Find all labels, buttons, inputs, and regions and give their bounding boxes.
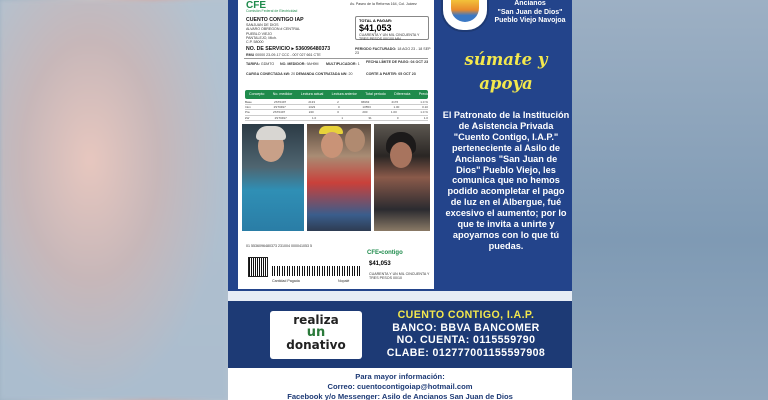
receipt-company-address: Av. Paseo de la Reforma 164, Col. Juárez [350, 2, 417, 6]
clabe-number: CLABE: 012777001155597908 [386, 346, 546, 359]
demanda-row: DEMANDA CONTRATADA kW: 20 [296, 72, 353, 76]
nopale-label: Nopalé [338, 279, 350, 283]
cfe-contigo-logo: CFE•contigo [367, 250, 403, 256]
medidor-row: NO. MEDIDOR: 9AH9M [280, 62, 319, 66]
background-blur-right [572, 0, 768, 400]
bottom-words: CUARENTA Y UN MIL CINCUENTA Y TRES PESOS 00/10 [369, 272, 430, 281]
bank-details [377, 309, 555, 359]
table-row: Base 2ST0497 2133 2 96963 2176 1.0 % [245, 100, 428, 104]
elderly-woman-photo-2 [374, 124, 430, 231]
contact-footer [228, 368, 572, 400]
total-label: TOTAL A PAGAR: [359, 18, 393, 23]
corte-row: CORTE A PARTIR: 05 OCT 23 [366, 72, 416, 76]
sunrise-icon [451, 0, 479, 22]
cfe-receipt-image [238, 0, 434, 289]
total-amount: $41,053 [359, 23, 392, 33]
tarifa-row: TARIFA: GDMTO [246, 62, 275, 66]
contact-email: Correo: cuentocontigoiap@hotmail.com [327, 382, 473, 391]
limite-row: FECHA LÍMITE DE PAGO: 04 OCT 23 [366, 60, 429, 64]
paid-label: Cantidad Pagada [272, 279, 300, 283]
bottom-amount: $41,053 [369, 261, 391, 267]
receipt-customer-name: CUENTO CONTIGO IAP [246, 17, 304, 23]
separator-band [228, 291, 572, 301]
receipt-divider [244, 58, 428, 59]
appeal-message: El Patronato de la Institución de Asistencia Privada "Cuento Contigo, I.A.P." perteneciente al Asilo de Ancianos "San Juan de Dios" Pueblo Viejo, les comunica que no hemos podido acompletar el pago de luz en el Albergue, fué excesivo el aumento; por lo que te invita a unirte y apoyarnos con lo que tú puedas. [442, 110, 570, 251]
bank-name: BANCO: BBVA BANCOMER [392, 321, 540, 334]
consumption-table [245, 100, 428, 122]
tagline: súmate y apoya [464, 50, 548, 93]
multiplicador-row: MULTIPLICADOR: 1 [326, 62, 360, 66]
donate-badge: realiza un donativo [270, 311, 362, 359]
cfe-logo: CFE [246, 0, 266, 11]
barcode-text: 01 5536096480373 231004 000041053 5 [246, 244, 312, 248]
consumption-table-header: Concepto No. medidor Lectura actual Lectura anterior Total periodo Diferencia Precio [245, 90, 428, 99]
table-row: kW 2ST0497 1.0 1 31 0 1.0 [245, 115, 428, 120]
table-row: Pta 2ST0497 240 0 200 1.00 1.0 % [245, 110, 428, 115]
flyer [228, 0, 572, 400]
service-number-row: NO. DE SERVICIO ▸ 536096480373 [246, 46, 331, 52]
period-row: PERIODO FACTURADO: 18 AGO 23 - 18 SEP 23 [355, 47, 431, 56]
org-header: Ancianos "San Juan de Dios" Pueblo Viejo Navojoa [494, 0, 566, 25]
qr-code [248, 257, 268, 277]
info-heading: Para mayor información: [355, 372, 445, 381]
elderly-man-photo [307, 124, 371, 231]
elderly-woman-photo-1 [242, 124, 304, 231]
barcode [272, 266, 362, 276]
rmu-row: RMU 00000 23-09-17 CCC - 007 027 661 CTE [246, 53, 321, 57]
background-blur-left [0, 0, 228, 400]
cfe-logo-subtitle: Comisión Federal de Electricidad [246, 9, 298, 13]
account-number: NO. CUENTA: 0115559790 [396, 334, 536, 346]
total-words: CUARENTA Y UN MIL CINCUENTA Y TRES PESOS 00/100 MN [359, 33, 420, 42]
table-row: Intm 2ST0497 1023 0 13553 1.00 0.10 [245, 105, 428, 110]
bank-org-name: CUENTO CONTIGO, I.A.P. [397, 309, 535, 321]
contact-facebook: Facebook y/o Messenger: Asilo de Ancianos San Juan de Dios [287, 392, 513, 400]
carga-row: CARGA CONECTADA kW: 20 [246, 72, 296, 76]
receipt-address: SANJUAN DE DIOS ALVARO OBREGON # CENTRAL PUEBLO VIEJO PANTALEJO, Mich. C.P. 58000 [246, 23, 301, 45]
